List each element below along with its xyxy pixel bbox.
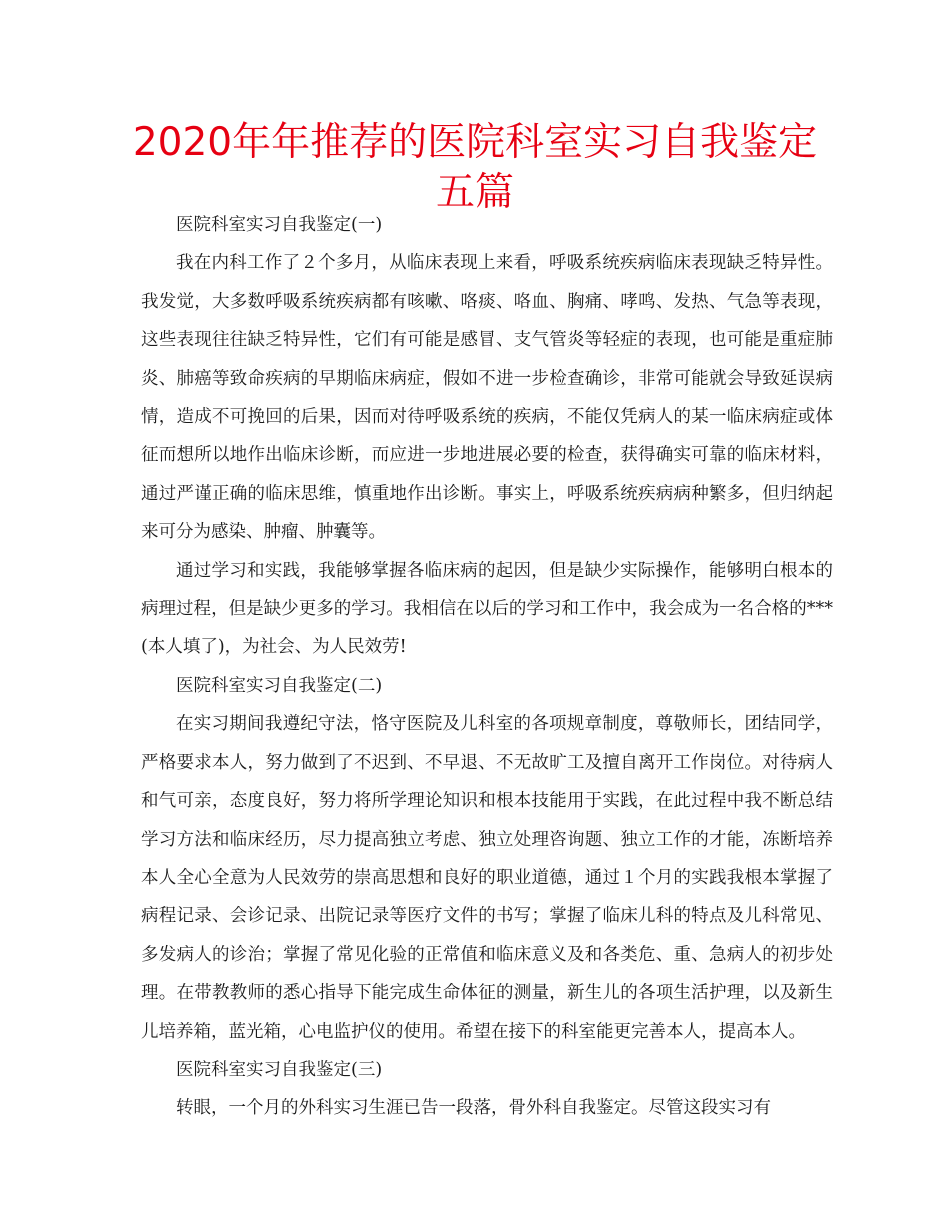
document-title: 2020年年推荐的医院科室实习自我鉴定五篇 <box>132 120 818 215</box>
section-2-paragraph-1: 在实习期间我遵纪守法，恪守医院及儿科室的各项规章制度，尊敬师长，团结同学，严格要求本人，努力做到了不迟到、不早退、不无故旷工及擅自离开工作岗位。对待病人和气可亲，态度良好，努力将所学理论知识和根本技能用于实践，在此过程中我不断总结学习方法和临床经历，尽力提高独立考虑、独立处理咨询题、独立工作的才能，冻断培养本人全心全意为人民效劳的崇高思想和良好的职业道德，通过１个月的实践我根本掌握了病程记录、会诊记录、出院记录等医疗文件的书写；掌握了临床儿科的特点及儿科常见、多发病人的诊治；掌握了常见化验的正常值和临床意义及和各类危、重、急病人的初步处理。在带教教师的悉心指导下能完成生命体征的测量，新生儿的各项生活护理，以及新生儿培养箱，蓝光箱，心电监护仪的使用。希望在接下的科室能更完善本人，提高本人。 <box>141 714 833 1042</box>
section-heading-1: 医院科室实习自我鉴定(一) <box>176 215 383 235</box>
section-1-paragraph-1: 我在内科工作了２个多月，从临床表现上来看，呼吸系统疾病临床表现缺乏特异性。我发觉，大多数呼吸系统疾病都有咳嗽、咯痰、咯血、胸痛、哮鸣、发热、气急等表现，这些表现往往缺乏特异性，它们有可能是感冒、支气管炎等轻症的表现，也可能是重症肺炎、肺癌等致命疾病的早期临床病症，假如不进一步检查确诊，非常可能就会导致延误病情，造成不可挽回的后果，因而对待呼吸系统的疾病，不能仅凭病人的某一临床病症或体征而想所以地作出临床诊断，而应进一步地进展必要的检查，获得确实可靠的临床材料，通过严谨正确的临床思维，慎重地作出诊断。事实上，呼吸系统疾病病种繁多，但归纳起来可分为感染、肿瘤、肿囊等。 <box>141 253 833 543</box>
section-heading-2: 医院科室实习自我鉴定(二) <box>176 675 383 696</box>
section-1-paragraph-2: 通过学习和实践，我能够掌握各临床病的起因，但是缺少实际操作，能够明白根本的病理过程，但是缺少更多的学习。我相信在以后的学习和工作中，我会成为一名合格的***(本人填了)，为社会、为人民效劳! <box>141 560 833 658</box>
section-heading-3: 医院科室实习自我鉴定(三) <box>176 1059 383 1080</box>
document-body <box>141 206 833 1128</box>
section-3-paragraph-1: 转眼，一个月的外科实习生涯已告一段落，骨外科自我鉴定。尽管这段实习有 <box>176 1098 771 1119</box>
